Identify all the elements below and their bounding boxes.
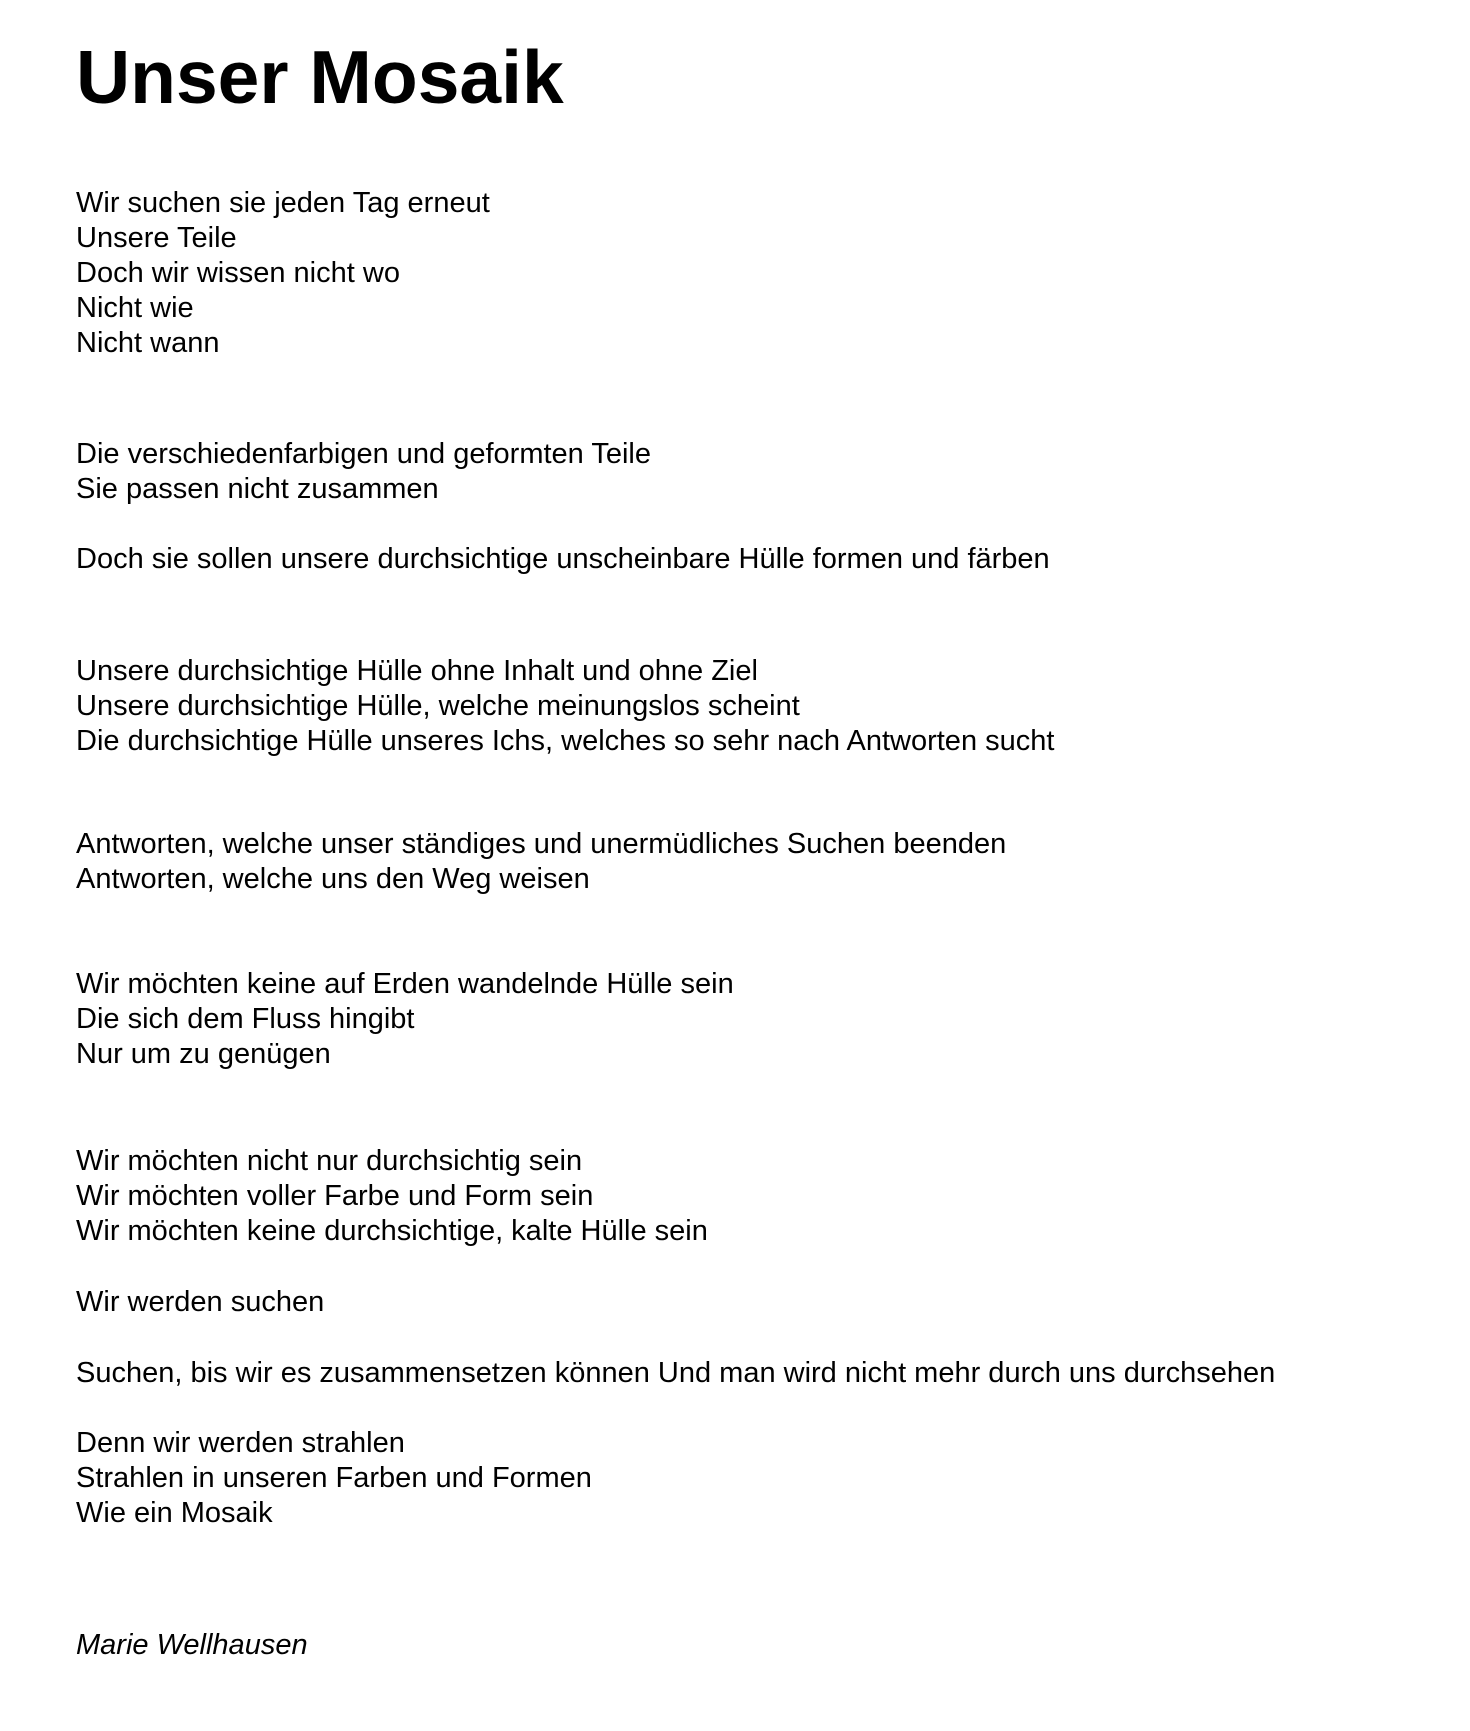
poem-line: Wir möchten keine auf Erden wandelnde Hülle sein [76,968,734,1000]
author-signature: Marie Wellhausen [76,1629,308,1661]
stanza [76,827,1430,897]
stanza [76,1356,1430,1391]
stanza [76,186,1430,361]
poem-line: Strahlen in unseren Farben und Formen [76,1462,592,1494]
stanza [76,1144,1430,1249]
poem-line: Nicht wie [76,292,194,324]
poem-line: Die sich dem Fluss hingibt [76,1003,415,1035]
stanza [76,1426,1430,1531]
poem-line: Die durchsichtige Hülle unseres Ichs, welches so sehr nach Antworten sucht [76,725,1055,757]
poem-line: Wie ein Mosaik [76,1497,273,1529]
poem-line: Unsere durchsichtige Hülle, welche meinungslos scheint [76,690,800,722]
poem-line: Unsere durchsichtige Hülle ohne Inhalt und ohne Ziel [76,655,758,687]
poem-line: Nicht wann [76,327,220,359]
poem-line: Antworten, welche uns den Weg weisen [76,863,590,895]
poem-line: Antworten, welche unser ständiges und unermüdliches Suchen beenden [76,828,1007,860]
poem-line: Wir werden suchen [76,1286,325,1318]
poem-line: Nur um zu genügen [76,1038,331,1070]
poem-line: Doch sie sollen unsere durchsichtige unscheinbare Hülle formen und färben [76,543,1050,575]
poem-line: Wir suchen sie jeden Tag erneut [76,187,490,219]
poem-line: Wir möchten nicht nur durchsichtig sein [76,1145,583,1177]
stanza [76,1285,1430,1320]
poem-line: Doch wir wissen nicht wo [76,257,400,289]
poem-line: Wir möchten voller Farbe und Form sein [76,1180,594,1212]
poem-line: Wir möchten keine durchsichtige, kalte Hülle sein [76,1215,708,1247]
stanza [76,967,1430,1072]
stanza [76,654,1430,759]
poem-line: Sie passen nicht zusammen [76,473,439,505]
poem [76,186,1430,1531]
page-title: Unser Mosaik [76,35,564,119]
stanza [76,437,1430,507]
poem-line: Die verschiedenfarbigen und geformten Teile [76,438,651,470]
poem-line: Unsere Teile [76,222,237,254]
poem-line: Suchen, bis wir es zusammensetzen können Und man wird nicht mehr durch uns durchsehen [76,1357,1276,1389]
poem-line: Denn wir werden strahlen [76,1427,405,1459]
stanza [76,542,1430,577]
